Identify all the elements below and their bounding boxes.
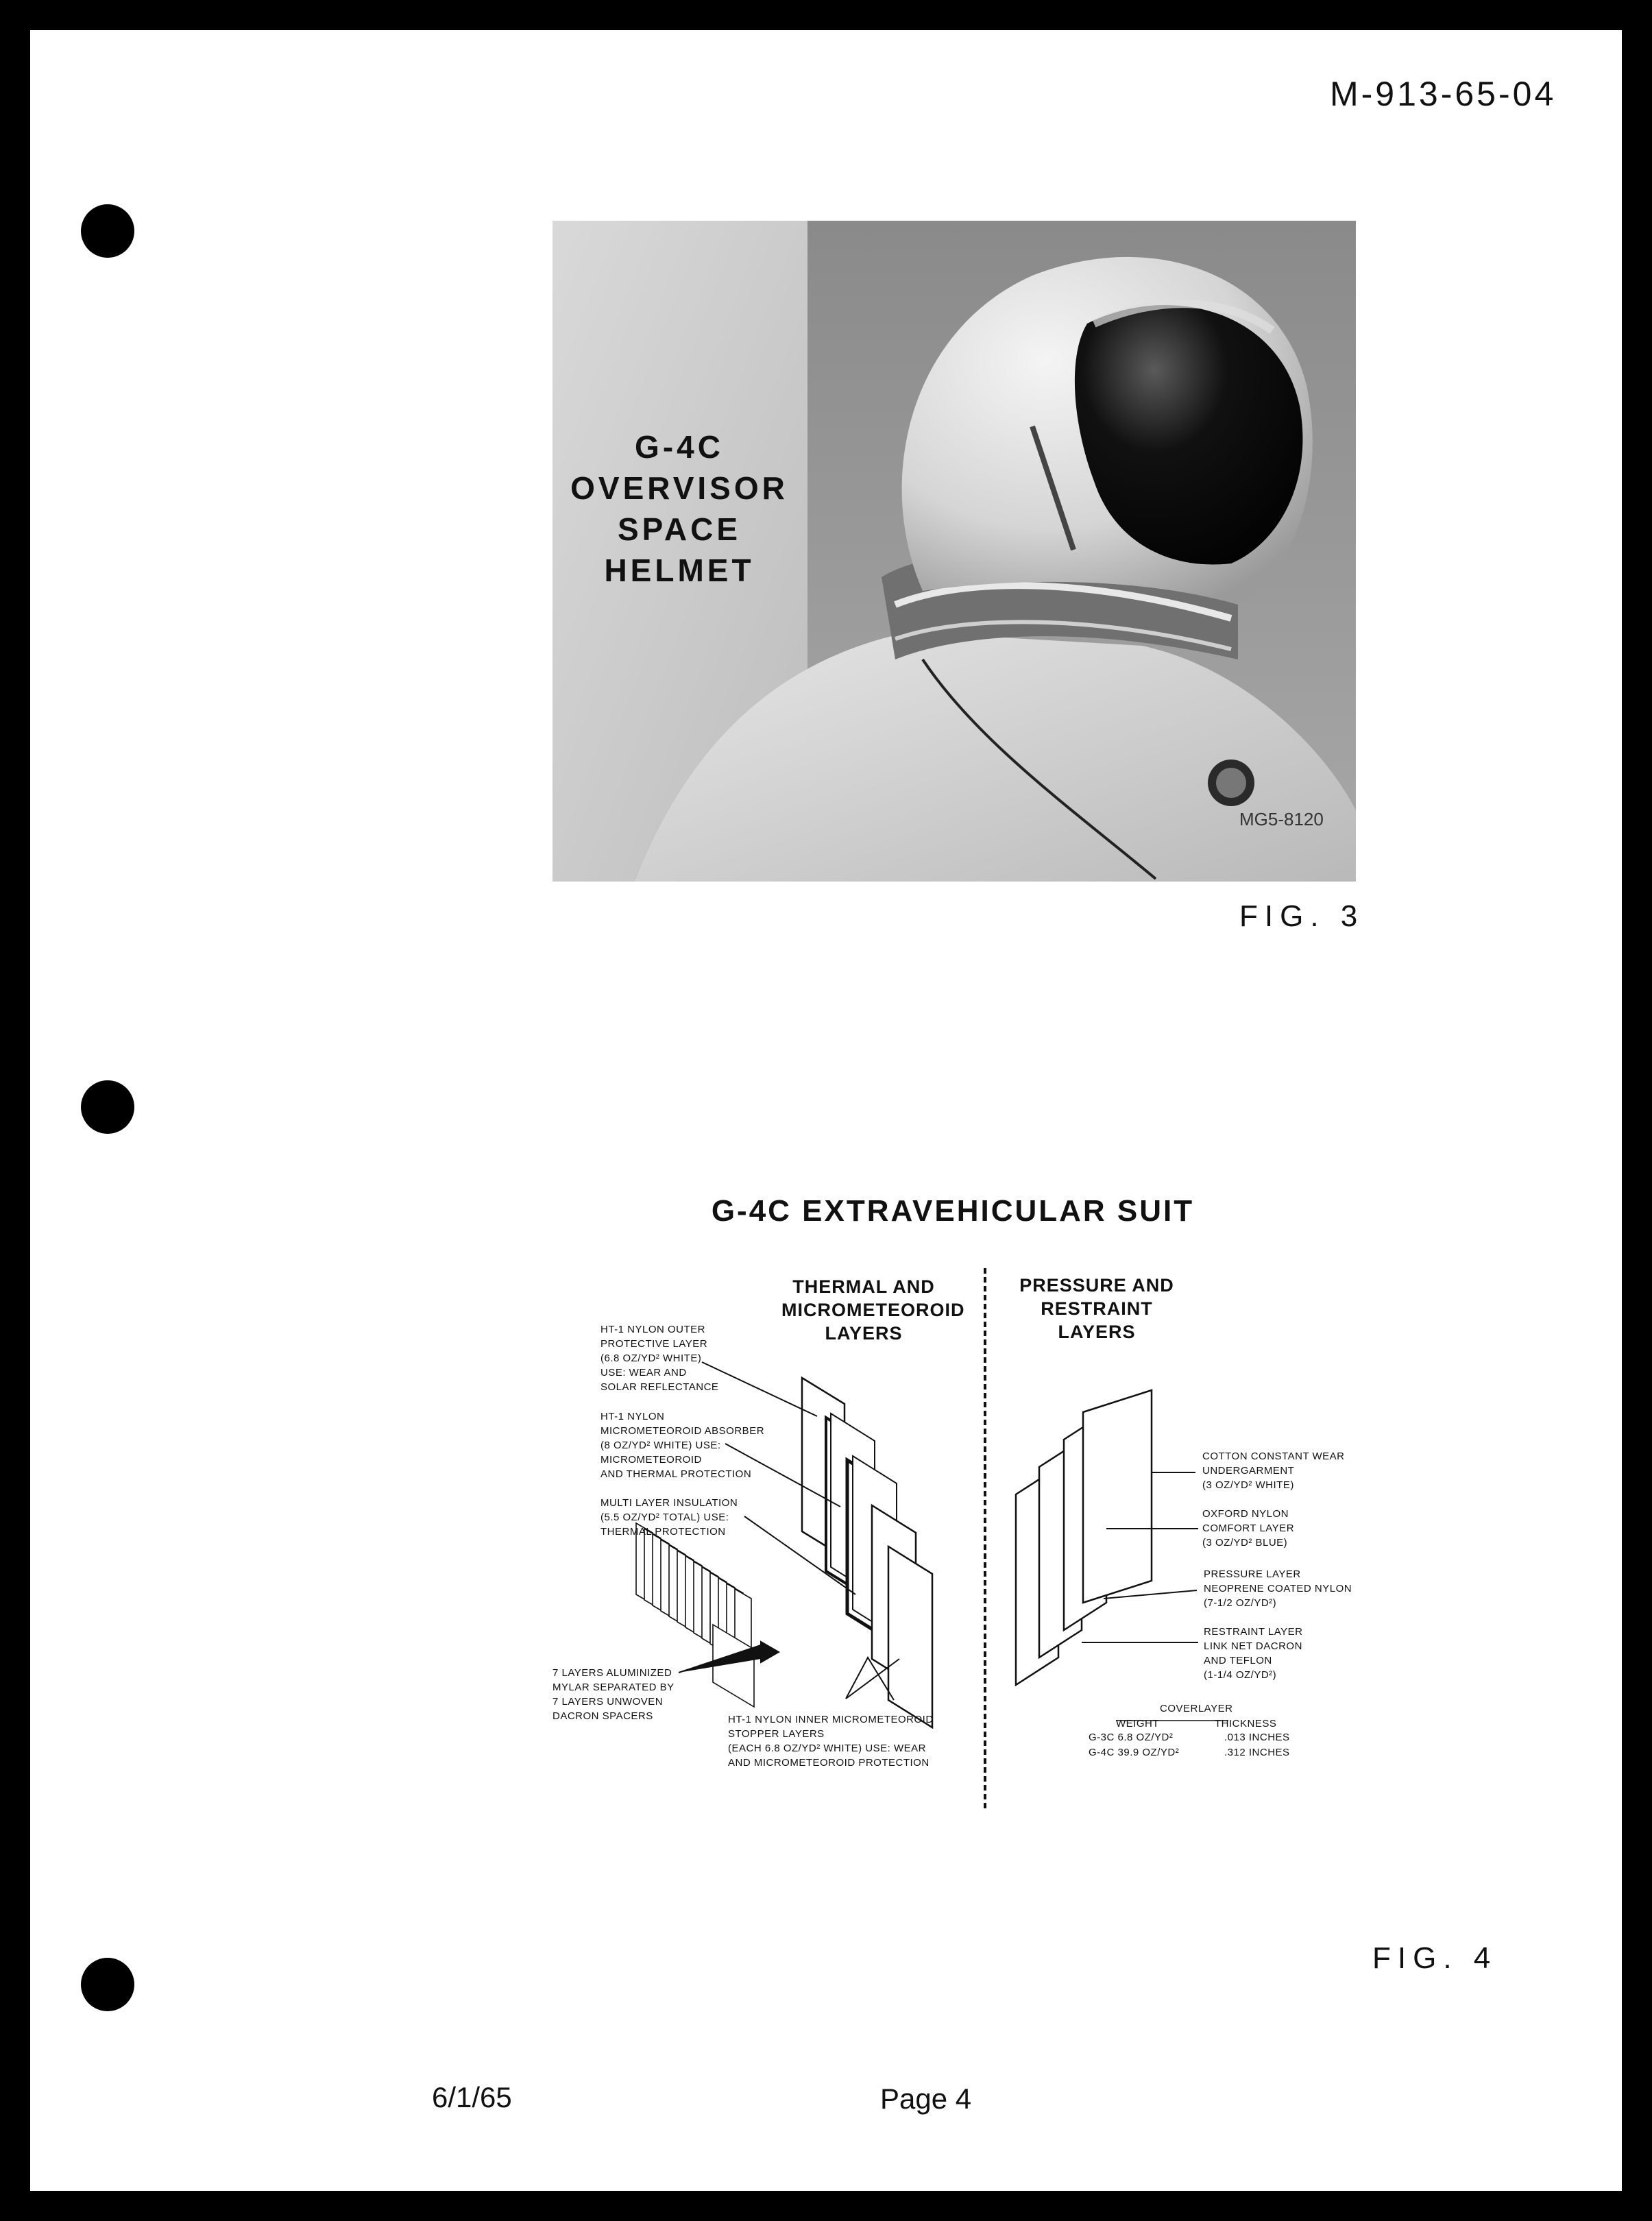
coverlayer-thickness-header: THICKNESS	[1215, 1718, 1277, 1730]
label-line: (EACH 6.8 OZ/YD² WHITE) USE: WEAR	[728, 1743, 927, 1754]
coverlayer-weight: 39.9 OZ/YD²	[1117, 1747, 1180, 1758]
label-line: AND THERMAL PROTECTION	[600, 1468, 752, 1480]
coverlayer-model: G-3C	[1089, 1732, 1115, 1743]
label-line: UNDERGARMENT	[1202, 1465, 1295, 1477]
label-line: STOPPER LAYERS	[728, 1728, 825, 1740]
label-line: SOLAR REFLECTANCE	[600, 1381, 719, 1393]
figure-4-caption: FIG. 4	[1372, 1941, 1498, 1975]
label-line: MYLAR SEPARATED BY	[552, 1682, 675, 1693]
coverlayer-row	[1089, 1730, 1173, 1745]
label-line: (3 OZ/YD² WHITE)	[1202, 1479, 1294, 1491]
label-line: (3 OZ/YD² BLUE)	[1202, 1537, 1288, 1549]
label-line: (6.8 OZ/YD² WHITE)	[600, 1352, 702, 1364]
pressure-heading-line: RESTRAINT	[1041, 1298, 1153, 1319]
label-line: HT-1 NYLON OUTER	[600, 1324, 706, 1335]
label-line: (8 OZ/YD² WHITE) USE:	[600, 1440, 721, 1451]
absorber-label	[600, 1409, 764, 1481]
label-line: PRESSURE LAYER	[1204, 1568, 1301, 1580]
label-line: OXFORD NYLON	[1202, 1508, 1289, 1520]
label-line: 7 LAYERS ALUMINIZED	[552, 1667, 672, 1679]
mylar-label	[552, 1666, 675, 1723]
insulation-label	[600, 1496, 738, 1539]
helmet-label-line: OVERVISOR	[570, 470, 788, 506]
label-line: COMFORT LAYER	[1202, 1522, 1295, 1534]
label-line: AND TEFLON	[1204, 1655, 1272, 1666]
label-line: THERMAL PROTECTION	[600, 1526, 726, 1538]
figure-3-caption: FIG. 3	[1239, 899, 1365, 933]
label-line: 7 LAYERS UNWOVEN	[552, 1696, 664, 1708]
helmet-label-line: G-4C	[635, 429, 724, 465]
coverlayer-heading: COVERLAYER	[1160, 1703, 1233, 1714]
label-line: (5.5 OZ/YD² TOTAL) USE:	[600, 1512, 729, 1523]
helmet-label-line: SPACE	[617, 511, 742, 547]
label-line: RESTRAINT LAYER	[1204, 1626, 1303, 1638]
label-line: USE: WEAR AND	[600, 1367, 687, 1379]
label-line: COTTON CONSTANT WEAR	[1202, 1451, 1345, 1462]
label-line: (7-1/2 OZ/YD²)	[1204, 1597, 1277, 1609]
photo-code: MG5-8120	[1239, 809, 1324, 829]
label-line: LINK NET DACRON	[1204, 1640, 1302, 1652]
label-line: MULTI LAYER INSULATION	[600, 1497, 738, 1509]
pressure-heading-line: LAYERS	[1058, 1322, 1136, 1342]
coverlayer-thickness: .312 INCHES	[1224, 1747, 1290, 1758]
label-line: MICROMETEOROID ABSORBER	[600, 1425, 765, 1437]
label-line: (1-1/4 OZ/YD²)	[1204, 1669, 1277, 1681]
label-line: HT-1 NYLON INNER MICROMETEOROID	[728, 1714, 934, 1725]
undergarment-label	[1202, 1449, 1345, 1492]
footer-date: 6/1/65	[432, 2081, 512, 2113]
coverlayer-thickness: .013 INCHES	[1224, 1732, 1290, 1743]
helmet-label-line: HELMET	[604, 553, 755, 588]
outer-layer-label	[600, 1322, 718, 1394]
footer-page-number: Page 4	[880, 2083, 972, 2115]
thermal-heading-line: THERMAL AND	[792, 1276, 935, 1297]
comfort-layer-label	[1202, 1507, 1294, 1550]
coverlayer-model: G-4C	[1089, 1747, 1115, 1758]
label-line: PROTECTIVE LAYER	[600, 1338, 708, 1350]
inner-stopper-label	[728, 1712, 934, 1770]
thermal-heading-line: MICROMETEOROID	[781, 1300, 965, 1320]
thermal-heading-line: LAYERS	[825, 1323, 903, 1344]
document-id: M-913-65-04	[1330, 75, 1557, 113]
pressure-layer-label	[1204, 1567, 1352, 1610]
label-line: AND MICROMETEOROID PROTECTION	[728, 1757, 930, 1769]
label-line: NEOPRENE COATED NYLON	[1204, 1583, 1352, 1594]
restraint-layer-label	[1204, 1625, 1302, 1682]
pressure-layer-panels	[1016, 1390, 1152, 1685]
label-line: MICROMETEOROID	[600, 1454, 702, 1466]
pressure-heading-line: PRESSURE AND	[1019, 1275, 1174, 1296]
label-line: DACRON SPACERS	[552, 1710, 653, 1722]
label-line: HT-1 NYLON	[600, 1411, 665, 1422]
coverlayer-weight-header: WEIGHT	[1116, 1718, 1159, 1730]
coverlayer-weight: 6.8 OZ/YD²	[1117, 1732, 1174, 1743]
thermal-layer-panels	[802, 1378, 932, 1727]
coverlayer-row	[1089, 1745, 1179, 1760]
suit-diagram-title: G-4C EXTRAVEHICULAR SUIT	[711, 1194, 1195, 1228]
